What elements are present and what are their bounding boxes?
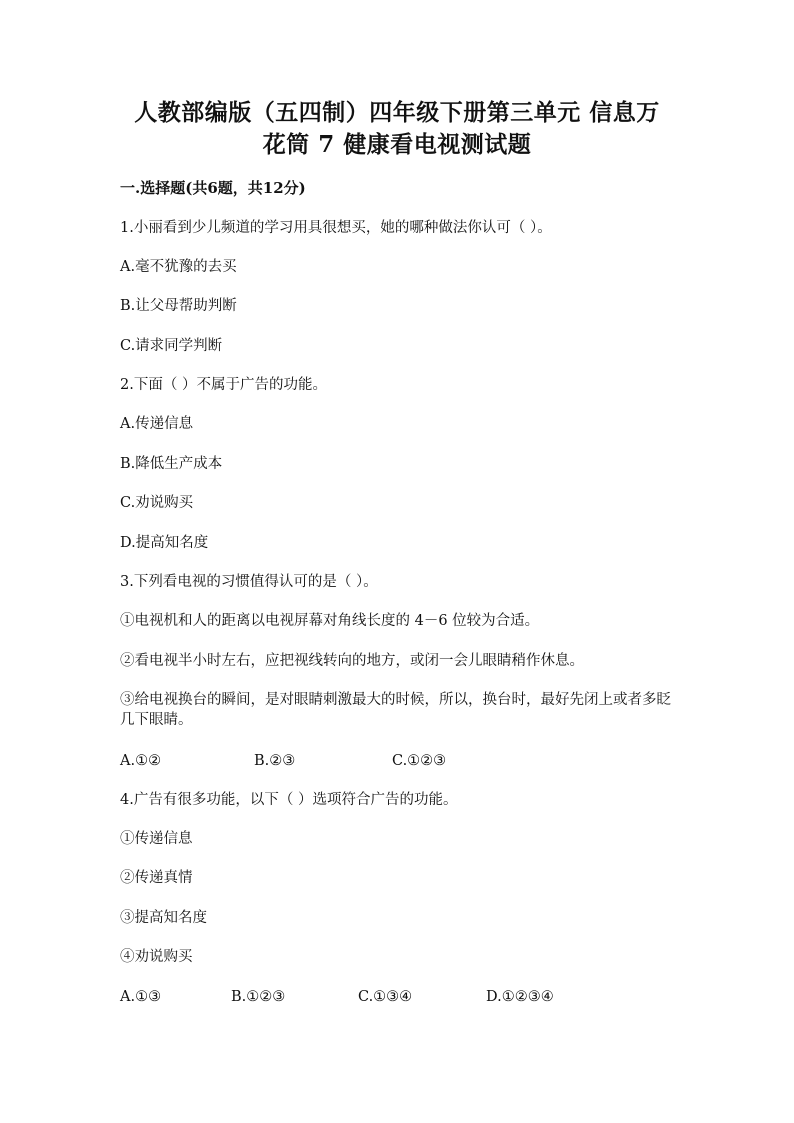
question-1-option-c: C.请求同学判断 <box>120 338 223 354</box>
question-2-option-a: A.传递信息 <box>120 416 194 432</box>
question-3-option-c: C.①②③ <box>392 753 447 769</box>
page-title-line-2: 花筒 7 健康看电视测试题 <box>262 131 532 158</box>
question-1-option-b: B.让父母帮助判断 <box>120 298 237 314</box>
question-3-option-a: A.①② <box>120 753 162 769</box>
question-3-option-b: B.②③ <box>254 753 296 769</box>
question-4-statement-4: ④劝说购买 <box>120 949 193 965</box>
question-3-stem: 3.下列看电视的习惯值得认可的是（ ）。 <box>120 574 378 590</box>
question-1-option-a: A.毫不犹豫的去买 <box>120 259 237 275</box>
question-4-option-b: B.①②③ <box>231 989 286 1005</box>
question-3-statement-1: ①电视机和人的距离以电视屏幕对角线长度的 4－6 位较为合适。 <box>120 613 540 629</box>
question-2-option-d: D.提高知名度 <box>120 535 209 551</box>
question-1-stem: 1.小丽看到少儿频道的学习用具很想买，她的哪种做法你认可（ ）。 <box>120 220 552 236</box>
question-2-stem: 2.下面（ ）不属于广告的功能。 <box>120 377 327 393</box>
question-4-stem: 4.广告有很多功能，以下（ ）选项符合广告的功能。 <box>120 792 458 808</box>
question-4-option-d: D.①②③④ <box>486 989 554 1005</box>
page-title-line-1: 人教部编版（五四制）四年级下册第三单元 信息万 <box>134 99 660 126</box>
question-4-option-c: C.①③④ <box>358 989 413 1005</box>
question-4-statement-3: ③提高知名度 <box>120 910 207 926</box>
question-4-statement-1: ①传递信息 <box>120 831 193 847</box>
question-3-statement-3: ③给电视换台的瞬间，是对眼睛刺激最大的时候，所以，换台时，最好先闭上或者多眨几下眼睛。 <box>120 692 671 728</box>
question-3-statement-2: ②看电视半小时左右，应把视线转向的地方，或闭一会儿眼睛稍作休息。 <box>120 653 584 669</box>
question-4-statement-2: ②传递真情 <box>120 870 193 886</box>
question-2-option-c: C.劝说购买 <box>120 495 194 511</box>
section-heading: 一.选择题(共6题，共12分) <box>120 179 306 197</box>
question-2-option-b: B.降低生产成本 <box>120 456 223 472</box>
question-4-option-a: A.①③ <box>120 989 162 1005</box>
